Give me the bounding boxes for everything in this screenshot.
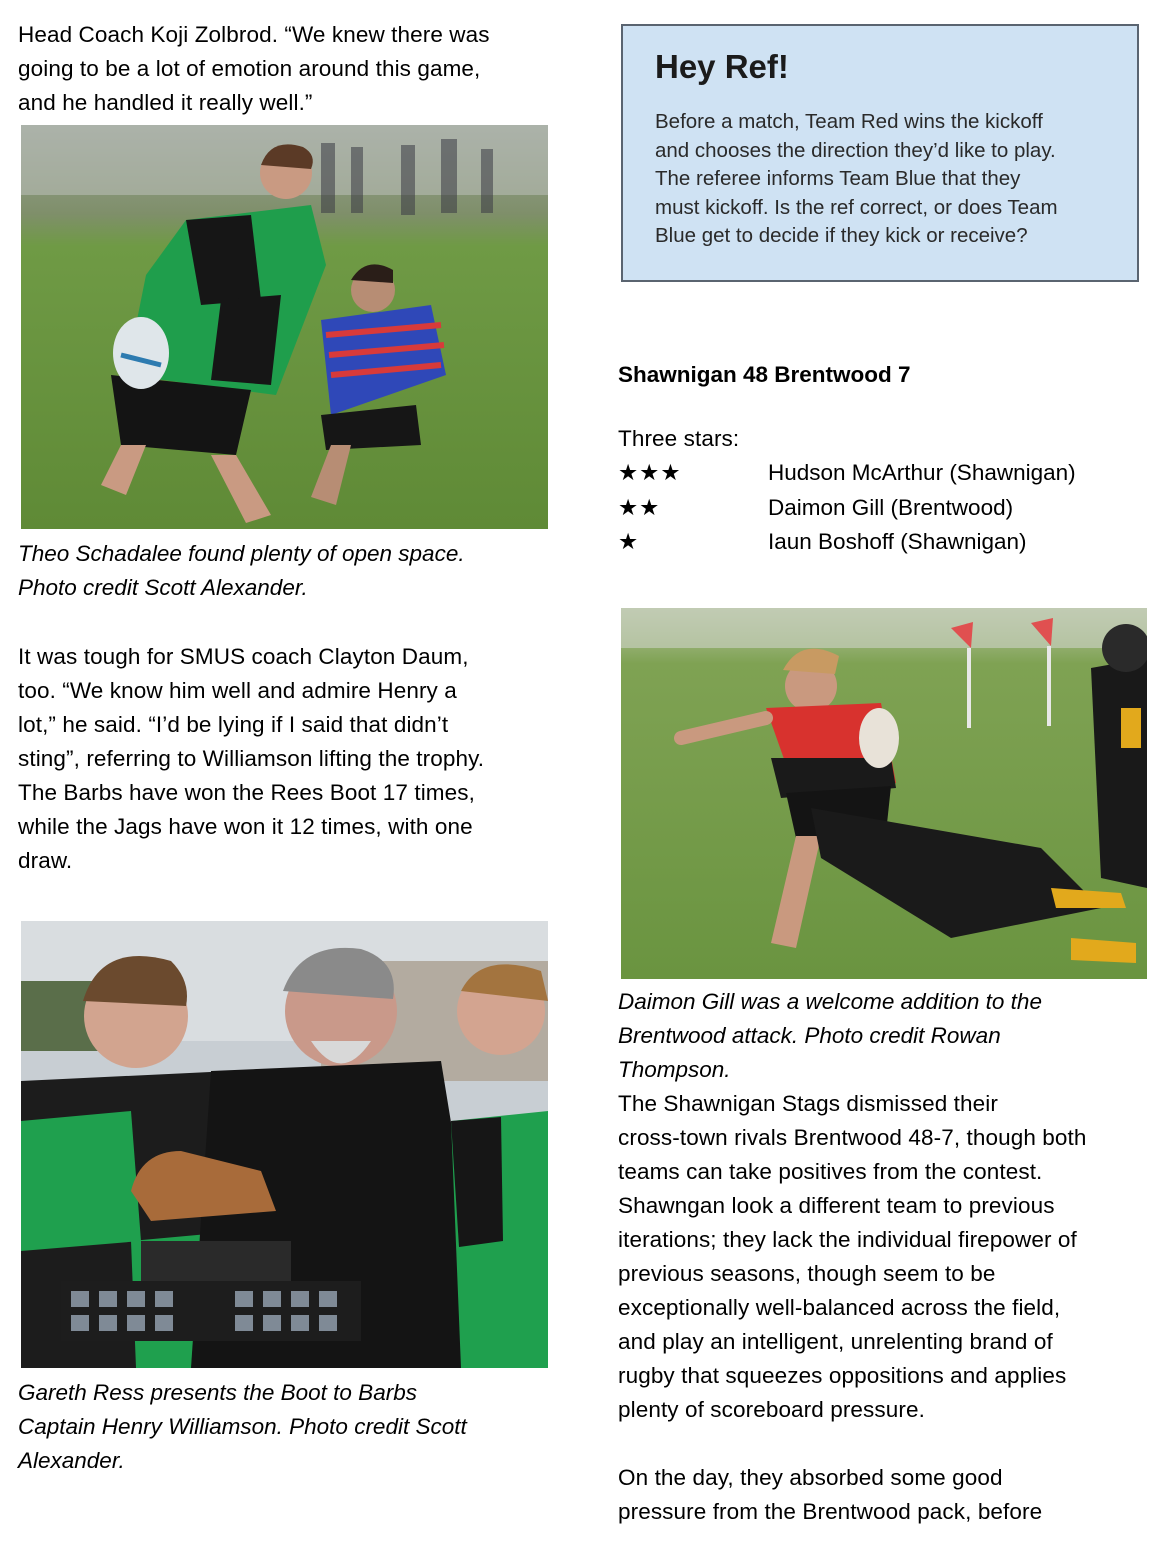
caption-line: Captain Henry Williamson. Photo credit Scott (18, 1414, 467, 1439)
text-line: iterations; they lack the individual firepower of (618, 1226, 1077, 1252)
text-line: Shawngan look a different team to previous (618, 1192, 1055, 1218)
text-line: and he handled it really well.” (18, 90, 313, 115)
star-row (618, 525, 1076, 560)
text-line: Blue get to decide if they kick or receive? (655, 224, 1028, 247)
star-player: Iaun Boshoff (Shawnigan) (768, 529, 1027, 555)
smus-paragraph (18, 640, 548, 878)
text-line: The Barbs have won the Rees Boot 17 times, (18, 780, 475, 805)
right-column (618, 24, 1148, 1529)
caption-line: Thompson. (618, 1056, 731, 1082)
text-line: must kickoff. Is the ref correct, or does Team (655, 195, 1058, 219)
text-line: Head Coach Koji Zolbrod. “We knew there was (18, 22, 490, 47)
text-line: sting”, referring to Williamson lifting the trophy. (18, 746, 485, 771)
caption-line: Brentwood attack. Photo credit Rowan (618, 1022, 1001, 1048)
text-line: The Shawnigan Stags dismissed their (618, 1090, 998, 1116)
star-player: Daimon Gill (Brentwood) (768, 494, 1014, 520)
on-the-day-paragraph (618, 1461, 1148, 1529)
star-row (618, 456, 1076, 491)
photo-rugby-runner (21, 125, 548, 529)
text-line: going to be a lot of emotion around this game, (18, 56, 481, 81)
text-line: pressure from the Brentwood pack, before (618, 1498, 1043, 1524)
text-line: exceptionally well-balanced across the field, (618, 1294, 1061, 1320)
caption-line: Alexander. (18, 1448, 125, 1473)
text-line: too. “We know him well and admire Henry a (18, 678, 457, 703)
text-line: The referee informs Team Blue that they (655, 167, 1021, 190)
left-column (18, 18, 548, 1478)
photo-daimon-gill (621, 608, 1147, 979)
text-line: plenty of scoreboard pressure. (618, 1396, 925, 1422)
text-line: Before a match, Team Red wins the kickoff (655, 110, 1043, 133)
star-player: Hudson McArthur (Shawnigan) (768, 460, 1076, 486)
intro-paragraph (18, 18, 548, 120)
text-line: draw. (18, 848, 73, 873)
text-line: and play an intelligent, unrelenting brand of (618, 1328, 1053, 1354)
caption-line: Gareth Ress presents the Boot to Barbs (18, 1380, 417, 1405)
score-heading: Shawnigan 48 Brentwood 7 (618, 362, 911, 387)
text-line: lot,” he said. “I’d be lying if I said that didn’t (18, 712, 449, 737)
text-line: and chooses the direction they’d like to play. (655, 138, 1056, 162)
hey-ref-question (655, 108, 1107, 251)
caption-line: Theo Schadalee found plenty of open space. (18, 541, 465, 566)
caption-line: Photo credit Scott Alexander. (18, 575, 308, 600)
three-stars-table (618, 456, 1076, 560)
shawnigan-paragraph (618, 1087, 1148, 1427)
text-line: teams can take positives from the contest. (618, 1158, 1043, 1184)
text-line: cross-town rivals Brentwood 48-7, though both (618, 1124, 1087, 1150)
star-row (618, 491, 1076, 526)
hey-ref-box (621, 24, 1139, 282)
caption-line: Daimon Gill was a welcome addition to the (618, 988, 1042, 1014)
text-line: previous seasons, though seem to be (618, 1260, 996, 1286)
hey-ref-title: Hey Ref! (655, 48, 789, 85)
text-line: On the day, they absorbed some good (618, 1464, 1003, 1490)
text-line: while the Jags have won it 12 times, with one (18, 814, 473, 839)
text-line: rugby that squeezes oppositions and applies (618, 1362, 1067, 1388)
stars-heading: Three stars: (618, 426, 740, 451)
star-icon: ★★ (618, 494, 661, 520)
star-icon: ★ (618, 529, 640, 555)
text-line: It was tough for SMUS coach Clayton Daum, (18, 644, 469, 669)
photo3-caption (618, 985, 1148, 1087)
photo2-caption (18, 1376, 548, 1478)
photo1-caption (18, 537, 548, 605)
photo-trophy-presentation (21, 921, 548, 1368)
star-icon: ★★★ (618, 460, 682, 486)
